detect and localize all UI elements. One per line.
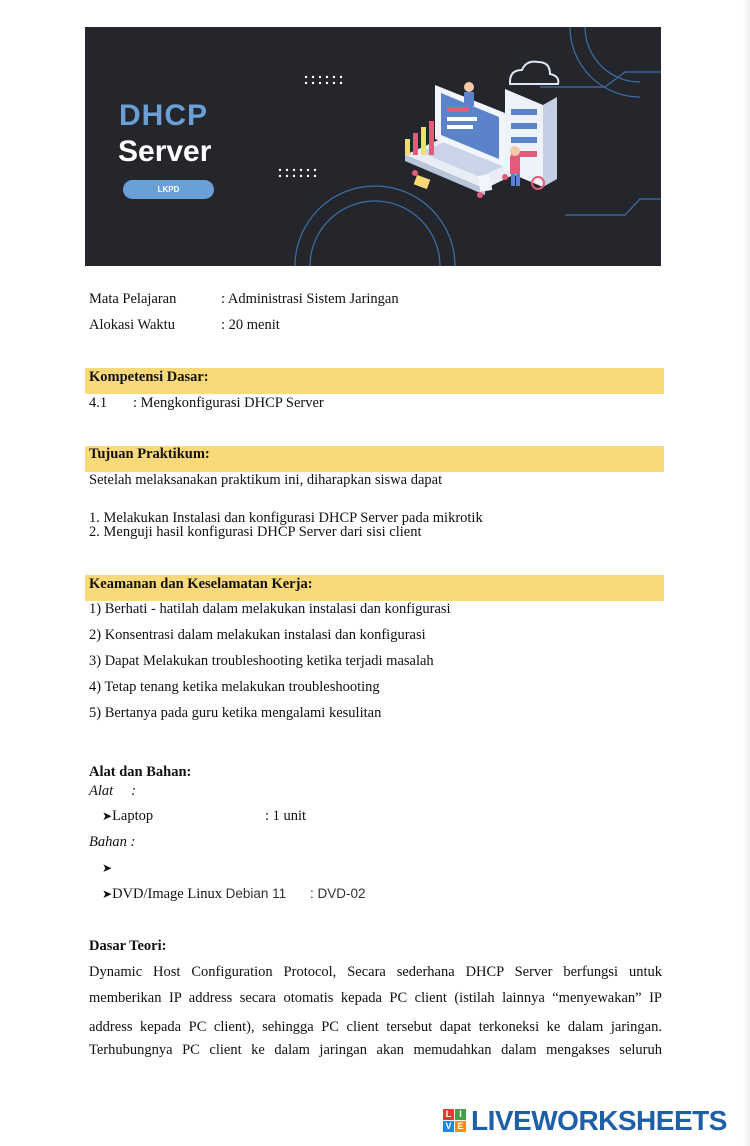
logo-square-i: I <box>455 1109 466 1120</box>
arrow-bullet-icon: ➤ <box>102 809 113 823</box>
meta-value: : 20 menit <box>221 317 280 333</box>
list-item: 4) Tetap tenang ketika melakukan troubleshooting <box>89 679 380 695</box>
page-edge <box>742 0 750 1146</box>
list-item: 5) Bertanya pada guru ketika mengalami kesulitan <box>89 705 382 721</box>
heading-kompetensi: Kompetensi Dasar: <box>89 369 209 385</box>
alat-label: Alat : <box>89 783 137 799</box>
meta-value: : Administrasi Sistem Jaringan <box>221 291 399 307</box>
lkpd-badge: LKPD <box>123 180 214 199</box>
list-item: 1. Melakukan Instalasi dan konfigurasi DHCP Server pada mikrotik <box>89 510 483 526</box>
alat-item-value: : 1 unit <box>265 808 307 824</box>
logo-square-v: V <box>443 1121 454 1132</box>
list-item <box>102 808 153 825</box>
bahan-item-value: : DVD-02 <box>310 886 366 901</box>
theory-line: Dynamic Host Configuration Protocol, Secara sederhana DHCP Server berfungsi untuk <box>89 964 662 980</box>
banner-title-dhcp: DHCP <box>119 99 209 132</box>
logo-wordmark: LIVEWORKSHEETS <box>471 1105 727 1136</box>
kompetensi-number: 4.1 <box>89 395 108 411</box>
list-item <box>102 860 112 877</box>
arrow-bullet-icon: ➤ <box>102 861 113 875</box>
meta-label: Alokasi Waktu <box>89 317 175 333</box>
bahan-item-name: DVD/Image Linux <box>112 886 222 902</box>
logo-square-l: L <box>443 1109 454 1120</box>
theory-line: address kepada PC client), sehingga PC client tersebut dapat terkoneksi ke dalam jaringan. <box>89 1019 662 1035</box>
arrow-bullet-icon: ➤ <box>102 887 113 901</box>
liveworksheets-logo <box>443 1106 743 1138</box>
list-item: 2) Konsentrasi dalam melakukan instalasi dan konfigurasi <box>89 627 426 643</box>
logo-square-e: E <box>455 1121 466 1132</box>
meta-label: Mata Pelajaran <box>89 291 177 307</box>
heading-dasar-teori: Dasar Teori: <box>89 938 167 954</box>
list-item <box>102 886 286 903</box>
heading-alat-bahan: Alat dan Bahan: <box>89 764 192 780</box>
heading-tujuan: Tujuan Praktikum: <box>89 446 210 462</box>
theory-line: memberikan IP address secara otomatis kepada PC client (istilah lainnya “menyewakan” IP <box>89 990 662 1006</box>
bahan-item-extra: Debian 11 <box>225 886 287 901</box>
header-banner <box>85 27 661 266</box>
bahan-label: Bahan : <box>89 834 136 850</box>
alat-item-name: Laptop <box>112 808 154 824</box>
tujuan-intro: Setelah melaksanakan praktikum ini, diharapkan siswa dapat <box>89 472 443 488</box>
kompetensi-text: : Mengkonfigurasi DHCP Server <box>133 395 324 411</box>
list-item: 1) Berhati - hatilah dalam melakukan instalasi dan konfigurasi <box>89 601 451 617</box>
heading-keamanan: Keamanan dan Keselamatan Kerja: <box>89 576 313 592</box>
list-item: 3) Dapat Melakukan troubleshooting ketika terjadi masalah <box>89 653 434 669</box>
list-item: 2. Menguji hasil konfigurasi DHCP Server dari sisi client <box>89 524 422 540</box>
banner-title-server: Server <box>118 135 212 168</box>
theory-line: Terhubungnya PC client ke dalam jaringan akan memudahkan dalam mengakses seluruh <box>89 1042 662 1058</box>
